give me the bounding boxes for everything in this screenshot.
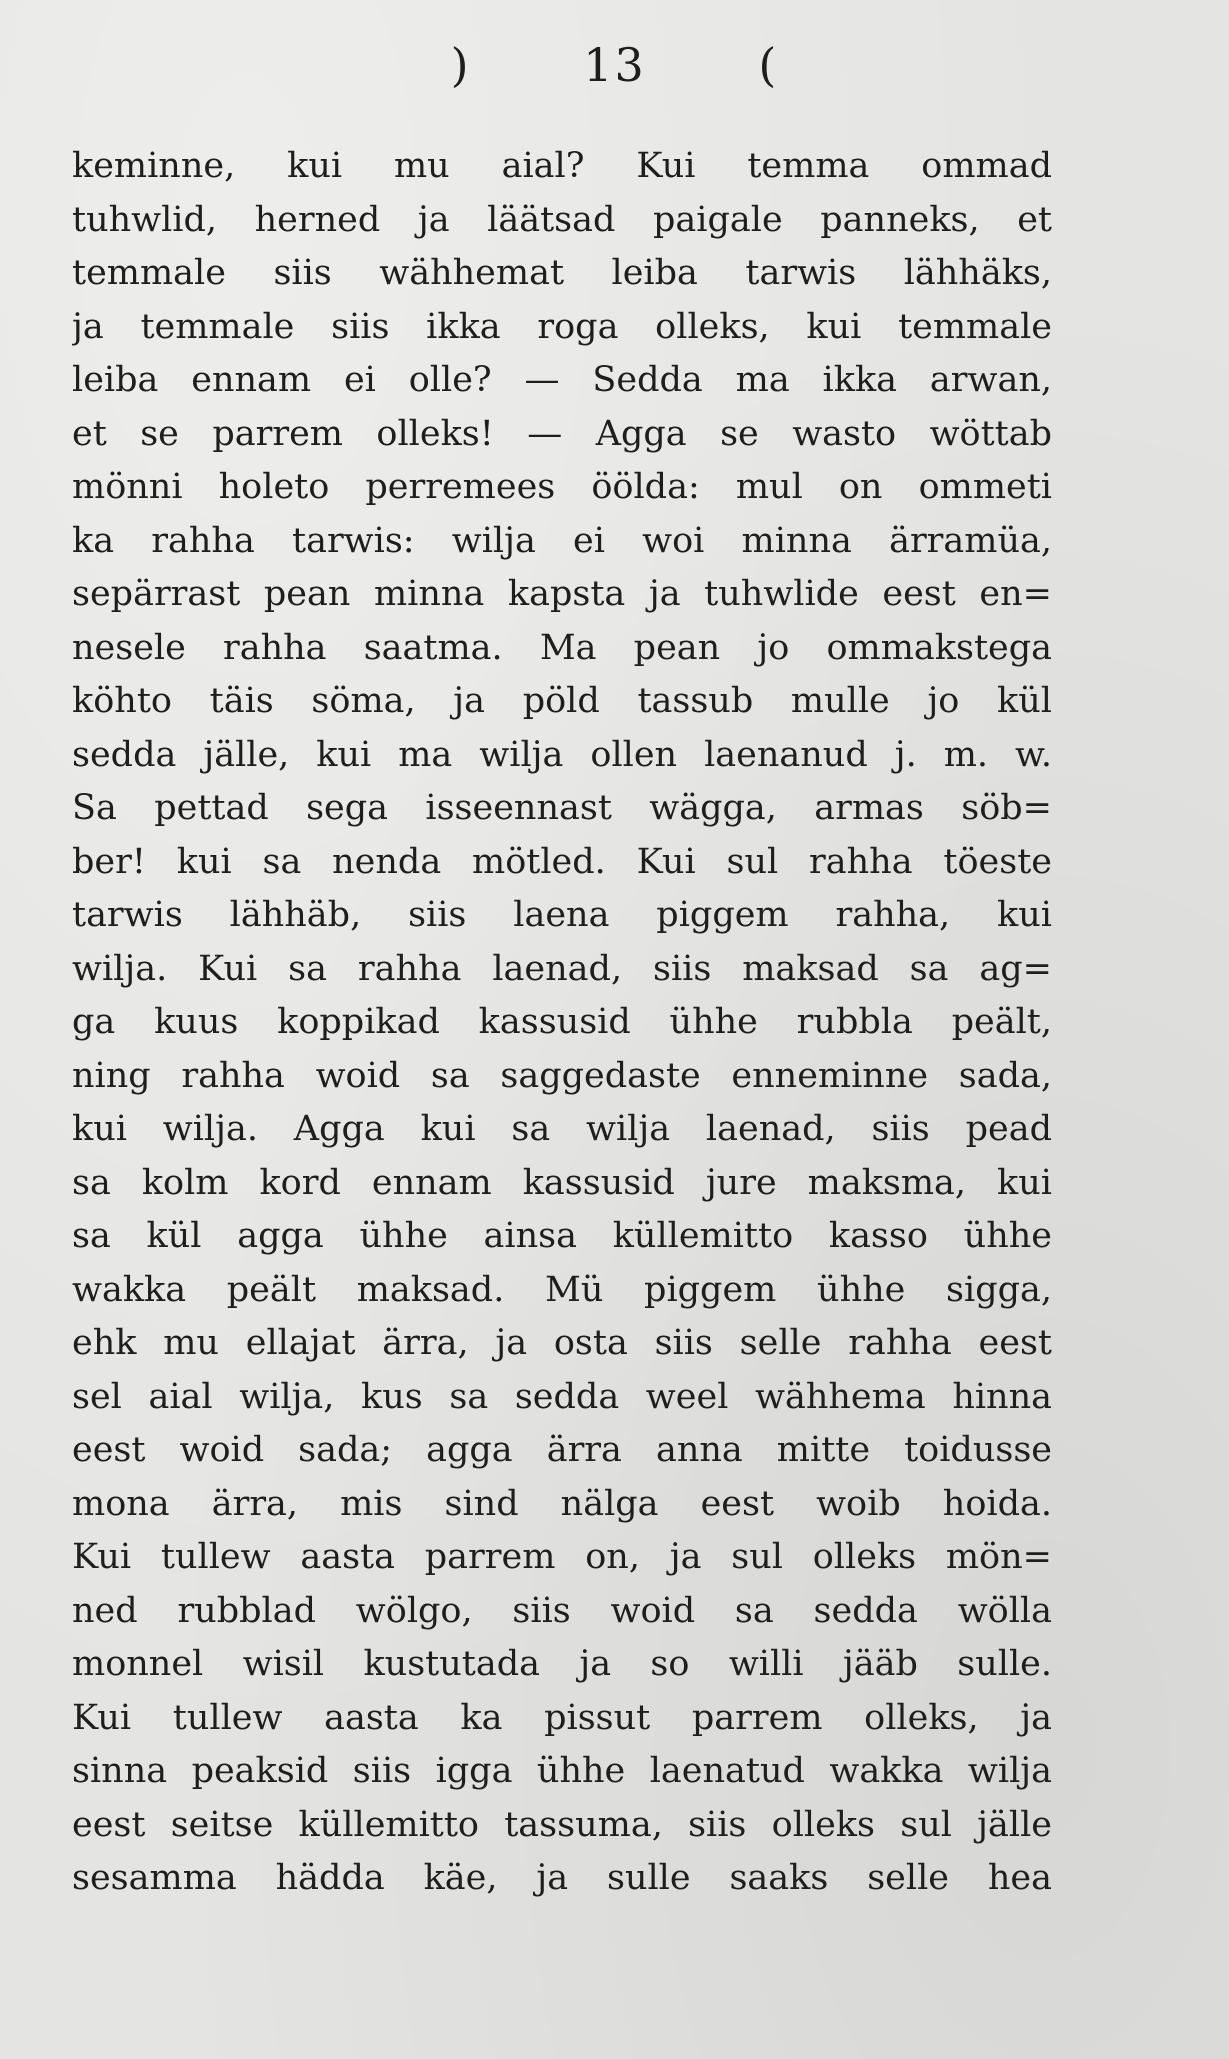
text-line: ja temmale siis ikka roga olleks, kui temmale — [72, 306, 1052, 347]
text-line: temmale siis wähhemat leiba tarwis lähhäks, — [72, 253, 1052, 293]
text-line: sesamma hädda käe, ja sulle saaks selle hea — [72, 1858, 1052, 1898]
text-line: wakka peält maksad. Mü piggem ühhe sigga, — [72, 1269, 1052, 1310]
text-line: mona ärra, mis sind nälga eest woib hoida. — [72, 1483, 1052, 1524]
text-line: leiba ennam ei olle? — Sedda ma ikka arwan, — [72, 360, 1052, 400]
text-line: et se parrem olleks! — Agga se wasto wöttab — [72, 413, 1052, 454]
text-line: sepärrast pean minna kapsta ja tuhwlide eest en= — [72, 574, 1052, 614]
body-text — [72, 140, 1052, 1906]
text-line: eest seitse küllemitto tassuma, siis olleks sul jälle — [72, 1804, 1052, 1845]
text-line: nesele rahha saatma. Ma pean jo ommakstega — [72, 627, 1052, 668]
text-line: sel aial wilja, kus sa sedda weel wähhema hinna — [72, 1376, 1052, 1417]
text-line: mönni holeto perremees öölda: mul on ommeti — [72, 467, 1052, 507]
running-head — [0, 38, 1229, 92]
text-line: ning rahha woid sa saggedaste enneminne sada, — [72, 1055, 1052, 1096]
text-line: eest woid sada; agga ärra anna mitte toidusse — [72, 1430, 1052, 1470]
text-line: sedda jälle, kui ma wilja ollen laenanud j. m. w. — [72, 734, 1052, 775]
text-line: keminne, kui mu aial? Kui temma ommad — [72, 146, 1052, 186]
text-line: tuhwlid, herned ja läätsad paigale panneks, et — [72, 199, 1052, 240]
running-head-left-mark: ) — [450, 38, 471, 92]
text-line: monnel wisil kustutada ja so willi jääb sulle. — [72, 1644, 1052, 1684]
running-head-right-mark: ( — [758, 38, 779, 92]
text-line: ga kuus koppikad kassusid ühhe rubbla peält, — [72, 1002, 1052, 1042]
text-line: sinna peaksid siis igga ühhe laenatud wakka wilja — [72, 1751, 1052, 1791]
text-line: ka rahha tarwis: wilja ei woi minna ärramüa, — [72, 520, 1052, 561]
text-line: tarwis lähhäb, siis laena piggem rahha, kui — [72, 895, 1052, 935]
text-line: Kui tullew aasta ka pissut parrem olleks, ja — [72, 1697, 1052, 1738]
text-line: kui wilja. Agga kui sa wilja laenad, siis pead — [72, 1109, 1052, 1149]
text-line: ber! kui sa nenda mötled. Kui sul rahha töeste — [72, 841, 1052, 882]
text-line: ehk mu ellajat ärra, ja osta siis selle rahha eest — [72, 1323, 1052, 1363]
text-line: Sa pettad sega isseennast wägga, armas söb= — [72, 788, 1052, 828]
text-line: wilja. Kui sa rahha laenad, siis maksad sa ag= — [72, 948, 1052, 989]
text-line: Kui tullew aasta parrem on, ja sul olleks mön= — [72, 1537, 1052, 1577]
text-line: sa kül agga ühhe ainsa küllemitto kasso ühhe — [72, 1216, 1052, 1256]
text-line: ned rubblad wölgo, siis woid sa sedda wölla — [72, 1590, 1052, 1631]
text-line: köhto täis söma, ja pöld tassub mulle jo kül — [72, 681, 1052, 721]
text-line: sa kolm kord ennam kassusid jure maksma, kui — [72, 1162, 1052, 1203]
page-number: 13 — [583, 38, 646, 92]
